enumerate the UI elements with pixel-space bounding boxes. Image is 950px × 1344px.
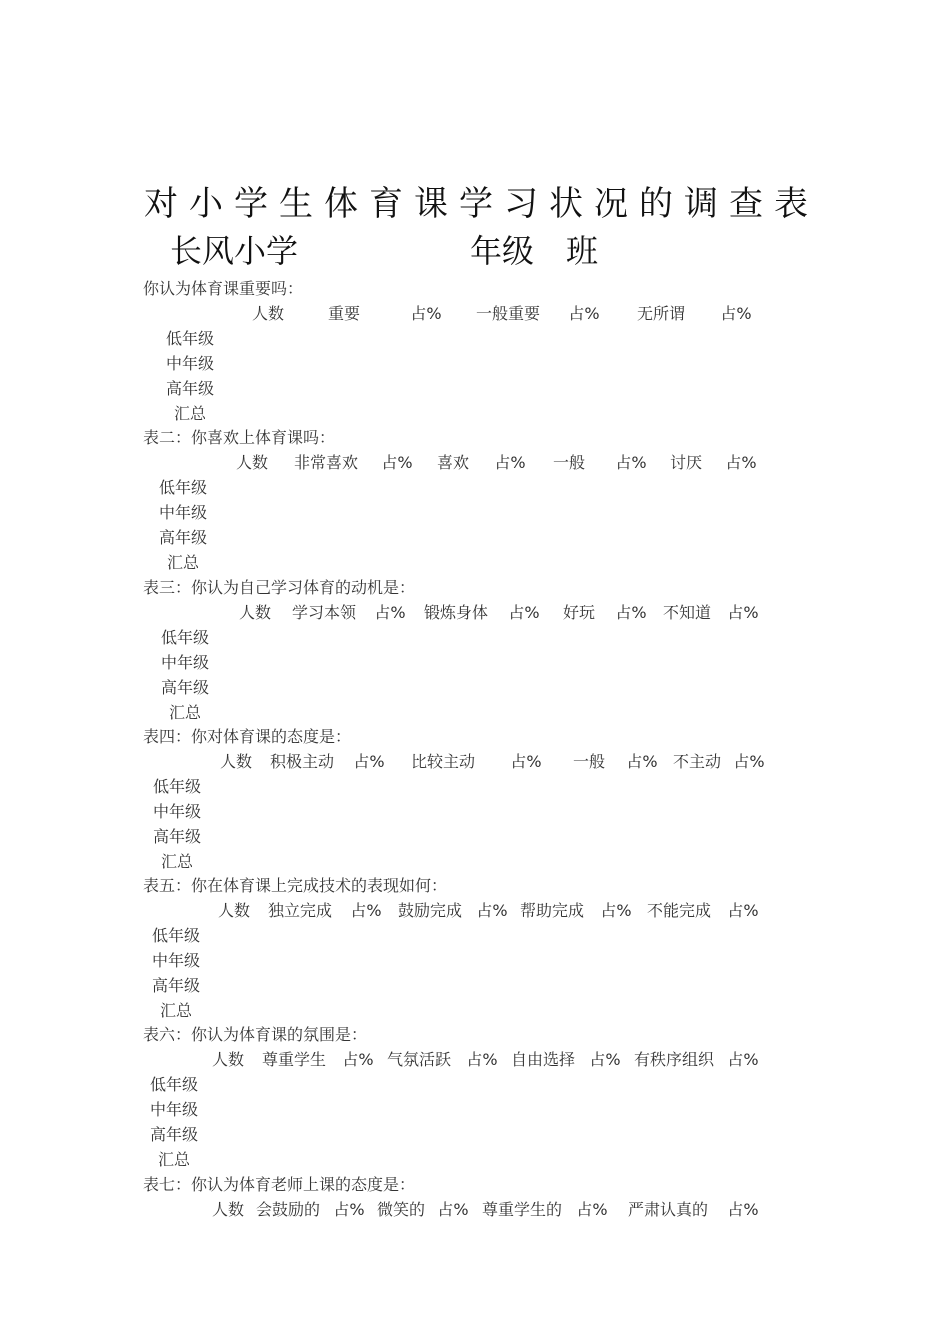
column-header: 不主动 <box>672 751 722 771</box>
column-header: 非常喜欢 <box>293 452 359 472</box>
row-label: 汇总 <box>166 552 200 572</box>
column-header: 有秩序组织 <box>633 1049 715 1069</box>
column-header: 尊重学生 <box>261 1049 327 1069</box>
column-header: 占% <box>374 602 406 622</box>
column-header: 占% <box>725 452 757 472</box>
column-header: 严肃认真的 <box>627 1199 709 1219</box>
row-label: 汇总 <box>159 1000 193 1020</box>
column-header: 占% <box>342 1049 374 1069</box>
column-header: 微笑的 <box>376 1199 426 1219</box>
column-header: 自由选择 <box>510 1049 576 1069</box>
column-header: 占% <box>615 452 647 472</box>
column-header: 独立完成 <box>267 900 333 920</box>
column-header: 人数 <box>235 452 269 472</box>
column-header: 讨厌 <box>669 452 703 472</box>
row-label: 中年级 <box>165 353 215 373</box>
column-header: 占% <box>476 900 508 920</box>
column-header: 占% <box>589 1049 621 1069</box>
column-header: 重要 <box>327 303 361 323</box>
row-label: 高年级 <box>160 677 210 697</box>
row-label: 低年级 <box>165 328 215 348</box>
column-header: 不知道 <box>662 602 712 622</box>
column-header: 学习本领 <box>291 602 357 622</box>
class-label: 班 <box>566 232 599 270</box>
column-header: 帮助完成 <box>519 900 585 920</box>
column-header: 气氛活跃 <box>386 1049 452 1069</box>
column-header: 占% <box>576 1199 608 1219</box>
column-header: 一般 <box>552 452 586 472</box>
row-label: 高年级 <box>151 975 201 995</box>
column-header: 锻炼身体 <box>423 602 489 622</box>
row-label: 低年级 <box>158 477 208 497</box>
column-header: 占% <box>733 751 765 771</box>
row-label: 高年级 <box>149 1124 199 1144</box>
column-header: 无所谓 <box>636 303 686 323</box>
column-header: 占% <box>626 751 658 771</box>
column-header: 占% <box>615 602 647 622</box>
question-text: 表四：你对体育课的态度是： <box>143 727 352 746</box>
column-header: 尊重学生的 <box>481 1199 563 1219</box>
column-header: 一般重要 <box>475 303 541 323</box>
row-label: 低年级 <box>149 1074 199 1094</box>
row-label: 中年级 <box>149 1099 199 1119</box>
column-header: 占% <box>727 1049 759 1069</box>
column-header: 人数 <box>217 900 251 920</box>
row-label: 低年级 <box>152 776 202 796</box>
column-header: 占% <box>350 900 382 920</box>
column-header: 占% <box>727 900 759 920</box>
column-header: 人数 <box>211 1199 245 1219</box>
row-label: 高年级 <box>152 826 202 846</box>
row-label: 中年级 <box>160 652 210 672</box>
column-header: 鼓励完成 <box>397 900 463 920</box>
column-header: 占% <box>437 1199 469 1219</box>
row-label: 汇总 <box>173 403 207 423</box>
column-header: 占% <box>333 1199 365 1219</box>
page-title: 对小学生体育课学习状况的调查表 <box>144 184 819 224</box>
column-header: 占% <box>510 751 542 771</box>
column-header: 人数 <box>219 751 253 771</box>
column-header: 不能完成 <box>646 900 712 920</box>
row-label: 中年级 <box>158 502 208 522</box>
row-label: 中年级 <box>151 950 201 970</box>
question-text: 表三：你认为自己学习体育的动机是： <box>143 578 416 597</box>
column-header: 占% <box>466 1049 498 1069</box>
column-header: 积极主动 <box>269 751 335 771</box>
row-label: 高年级 <box>158 527 208 547</box>
school-name: 长风小学 <box>170 232 299 270</box>
column-header: 占% <box>727 1199 759 1219</box>
column-header: 一般 <box>572 751 606 771</box>
column-header: 喜欢 <box>436 452 470 472</box>
column-header: 占% <box>508 602 540 622</box>
column-header: 占% <box>727 602 759 622</box>
column-header: 好玩 <box>562 602 596 622</box>
column-header: 占% <box>568 303 600 323</box>
row-label: 汇总 <box>157 1149 191 1169</box>
question-text: 表二：你喜欢上体育课吗： <box>143 428 336 447</box>
row-label: 中年级 <box>152 801 202 821</box>
column-header: 占% <box>494 452 526 472</box>
row-label: 汇总 <box>160 851 194 871</box>
column-header: 占% <box>381 452 413 472</box>
row-label: 低年级 <box>160 627 210 647</box>
row-label: 汇总 <box>168 702 202 722</box>
column-header: 人数 <box>251 303 285 323</box>
column-header: 人数 <box>238 602 272 622</box>
column-header: 比较主动 <box>410 751 476 771</box>
question-text: 表六：你认为体育课的氛围是： <box>143 1025 368 1044</box>
column-header: 占% <box>353 751 385 771</box>
question-text: 表七：你认为体育老师上课的态度是： <box>143 1175 416 1194</box>
column-header: 占% <box>600 900 632 920</box>
question-text: 你认为体育课重要吗： <box>143 279 304 298</box>
column-header: 人数 <box>211 1049 245 1069</box>
column-header: 占% <box>410 303 442 323</box>
column-header: 占% <box>720 303 752 323</box>
row-label: 低年级 <box>151 925 201 945</box>
row-label: 高年级 <box>165 378 215 398</box>
grade-label: 年级 <box>470 232 535 270</box>
column-header: 会鼓励的 <box>255 1199 321 1219</box>
question-text: 表五：你在体育课上完成技术的表现如何： <box>143 876 448 895</box>
